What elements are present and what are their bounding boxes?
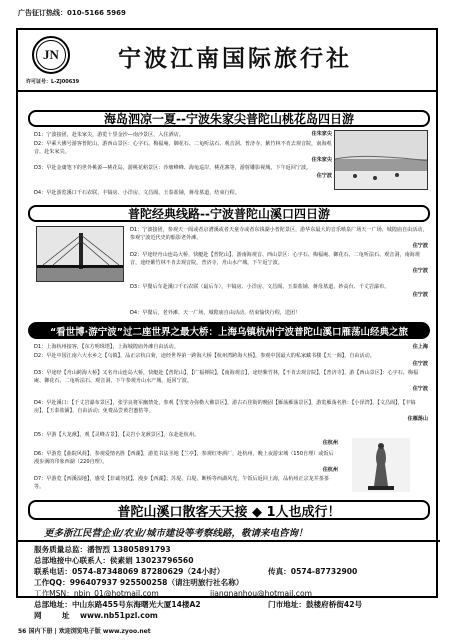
sec1-day4-text: D4：早赴游览溪口千石农联，丰镐房、小洋房、文昌阁、玉泰盐铺，蒋母墓道，结束行程。 xyxy=(34,190,240,196)
page-title: 宁波江南国际旅行社 xyxy=(118,46,352,72)
sec2-day1-text: D1：宁波接团，参观天一阁或者京漕溪或者天童寺或者东钱湖小普陀景区，游华东最大的音乐喷泉广场天一广场、城隍庙自由活动，参观宁波近代史的船影老外滩。 xyxy=(130,227,428,241)
sec3-title: “看世博·游宁波”过二座世界之最大桥：上海乌镇杭州宁波普陀山溪口雁荡山经典之旅 xyxy=(28,322,430,339)
sec2-day3 xyxy=(130,284,428,298)
hq-address: 总部地址：中山东路455号东海曙光大厦14楼A2 xyxy=(34,600,201,609)
contact-divider xyxy=(16,540,440,542)
website-label-2: 址 xyxy=(62,611,70,620)
quality-director: 服务质量总监：潘智烈 13805891793 xyxy=(34,545,171,554)
beach-photo xyxy=(334,130,428,190)
statue-photo xyxy=(352,438,410,492)
sec2-day3-text: D3：早餐后车赴溪口千石农联（最后车），丰镐房、小洋房、文昌阁、玉泰盐铺、蒋母墓道、妙高台、千丈岩瀑布。 xyxy=(130,284,390,290)
msn-2: jiangnanhou@hotmail.com xyxy=(210,589,312,598)
sec3-day6-stay: 住杭州 xyxy=(322,466,338,473)
sec3-day1 xyxy=(34,344,428,352)
sec3-day2-stay: 住宁波 xyxy=(412,361,428,367)
sec3-day5-text: D5：早游【大龙湫】，观【灵峰古景】，【灵岩小龙湫景区】，东赴赴杭州。 xyxy=(34,432,200,438)
ad-hotline: 广告征订热线：010-5166 5969 xyxy=(18,9,126,17)
guanyin-statue-image xyxy=(352,438,410,492)
sec3-day1-stay: 住上海 xyxy=(412,344,428,350)
sec3-day6-text: D6：早游览【曲院风荷】，参观爱情名胜【西湖】，游览书法圣地【兰亭】，参观红枣酒厂，赴杭州，晚上夜游宋城（150自理）或饭后漫步满的印象西湖（220自理）。 xyxy=(34,451,334,465)
bridge-photo-image xyxy=(37,227,124,282)
website-url[interactable]: www.nb51pzl.com xyxy=(80,611,158,620)
sec3-day5-stay: 住杭州 xyxy=(322,440,338,446)
sec2-day2-stay: 住宁波 xyxy=(412,267,428,274)
qq: 工作QQ：996407937 925500258（请注明旅行社名称） xyxy=(34,578,244,587)
sec3-day3-stay: 住宁波 xyxy=(412,385,428,392)
sec1-title: 海岛泗凉一夏--宁波朱家尖普陀山桃花岛四日游 xyxy=(28,110,430,127)
phone: 联系电话：0574-87348069 87280629（24小时） xyxy=(34,567,225,576)
sec1-day2-text: D2：早乘大佛号游客普陀山，游西山景区：心字石、梅福庵、御花石、二龟听法石、观音洞、普济寺、紫竹林不肯去观音院，南海观音，赴朱家尖。 xyxy=(34,141,332,155)
sec2-title: 普陀经典线路--宁波普陀山溪口四日游 xyxy=(28,205,430,222)
page-footer: 56 国内下册 | 欢迎浏览电子版 www.zyoo.net xyxy=(18,628,151,635)
sec3-day3-text: D3：早途经【舟山跨海大桥】又名舟山连岛大桥，快艇赴【普陀山】，【广福禅院】，【南海观音】，途经紫竹林，【不肯去观音院】，【普济寺】，游【西山景区】：心字石、梅福庵、御花石、二龟听法石、观音洞，下午参观舟山水产城，返回宁波。 xyxy=(34,370,419,384)
sec3-day5 xyxy=(34,432,338,446)
sec1-day3 xyxy=(34,165,332,179)
sec1-day2 xyxy=(34,141,332,163)
license-number: 许可证号：L-ZJ00639 xyxy=(26,79,80,85)
sec1-day1 xyxy=(34,132,332,140)
slogan: 更多浙江民营企业/农业/城市建设等考察线路，敬请来电咨询！ xyxy=(44,528,308,539)
sec3-day7 xyxy=(34,476,338,491)
sec3-day4 xyxy=(34,400,428,422)
promo-banner: 普陀山溪口散客天天接 ◆ 1人也成行！ xyxy=(28,500,430,520)
receiving-contact: 总部地接中心联系人：侯素娟 13023796560 xyxy=(34,556,194,565)
logo-mark: JN xyxy=(36,40,66,70)
msn: 工作MSN：nbjn_01@hotmail.com xyxy=(34,589,159,598)
sec2-day2-text: D2：早途经舟山连岛大桥，快艇赴【普陀山】，游南海观音、西山景区：心字石、梅福庵、御花石、二龟听法石、观音洞，南海观音，途经紫竹林不肯去观音院，普济寺，舟山水产城，下午返宁波。 xyxy=(130,252,420,266)
sec2-day3-stay: 住宁波 xyxy=(412,292,428,298)
sec3-day2 xyxy=(34,353,428,367)
sec1-day3-text: D3：早赴金庸笔下的世外桃源—桃花岛，游桃花峪景区：沙塘峰峰、海龟巡岸、桃花寨等，游射雕影视城，下午返回宁波。 xyxy=(34,165,312,171)
company-logo xyxy=(32,36,70,74)
sec2-day4 xyxy=(130,310,428,318)
sec3-day2-text: D2：早赴中国江南六大水乡之【乌镇】，品正宗杭白菊，途经世界第一跨海大桥【杭州湾跨海大桥】，参观中国最大的私家藏书楼【天一阁】，自由活动。 xyxy=(34,353,375,359)
sec1-day1-stay: 住朱家尖 xyxy=(311,131,332,137)
sec3-day6 xyxy=(34,451,338,473)
sec3-day4-text: D4：早赴溪口：【千丈岩瀑布景区】，张学良将军幽禁处，参观【雪窦寺弥勒大佛景区】，游古石佳街的晚固【雁荡雁荡景区】，游览雁荡名胜：【小泽湾】，【文昌阁】，【丰镐房】，【玉泰盐铺】，自由活动；免费品尝黄岩蜜桔等。 xyxy=(34,400,416,414)
sec1-day2-stay: 住朱家尖 xyxy=(311,156,332,163)
sec3-day1-text: D1：上海杭州接客，【东方明珠塔】，上海城隍庙外滩自由活动。 xyxy=(34,344,179,350)
fax: 传真：0574-87732900 xyxy=(268,567,358,576)
website-label-1: 网 xyxy=(34,611,42,620)
page-header xyxy=(18,30,436,92)
sec2-day1 xyxy=(130,227,428,249)
sec2-day4-text: D4：早餐后，老外滩、天一广场、城隍庙自由活动，结束愉快行程，送团！ xyxy=(130,310,301,316)
sec3-day7-text: D7：早游览【西溪湿地】，感受【非诚勿扰】，漫步【西湖】；苏堤、白堤、断桥等西湖风光，午饭后返回上海，品杭州正宗龙井茶茶等。 xyxy=(34,476,329,490)
sec1-day1-text: D1：宁波接团，赴朱家尖，游览十里金沙—南沙景区，入住酒店。 xyxy=(34,132,184,138)
sec2-day2 xyxy=(130,252,428,274)
store-address: 门市地址：鼓楼府桥街42号 xyxy=(268,600,363,609)
sec1-day4 xyxy=(34,190,334,198)
sec3-day4-stay: 住雁荡山 xyxy=(407,415,428,422)
bridge-photo xyxy=(36,226,124,282)
sec2-day1-stay: 住宁波 xyxy=(412,242,428,249)
sec3-day3 xyxy=(34,370,428,392)
sec1-day3-stay: 住宁波 xyxy=(316,173,332,179)
beach-photo-image xyxy=(335,131,428,190)
